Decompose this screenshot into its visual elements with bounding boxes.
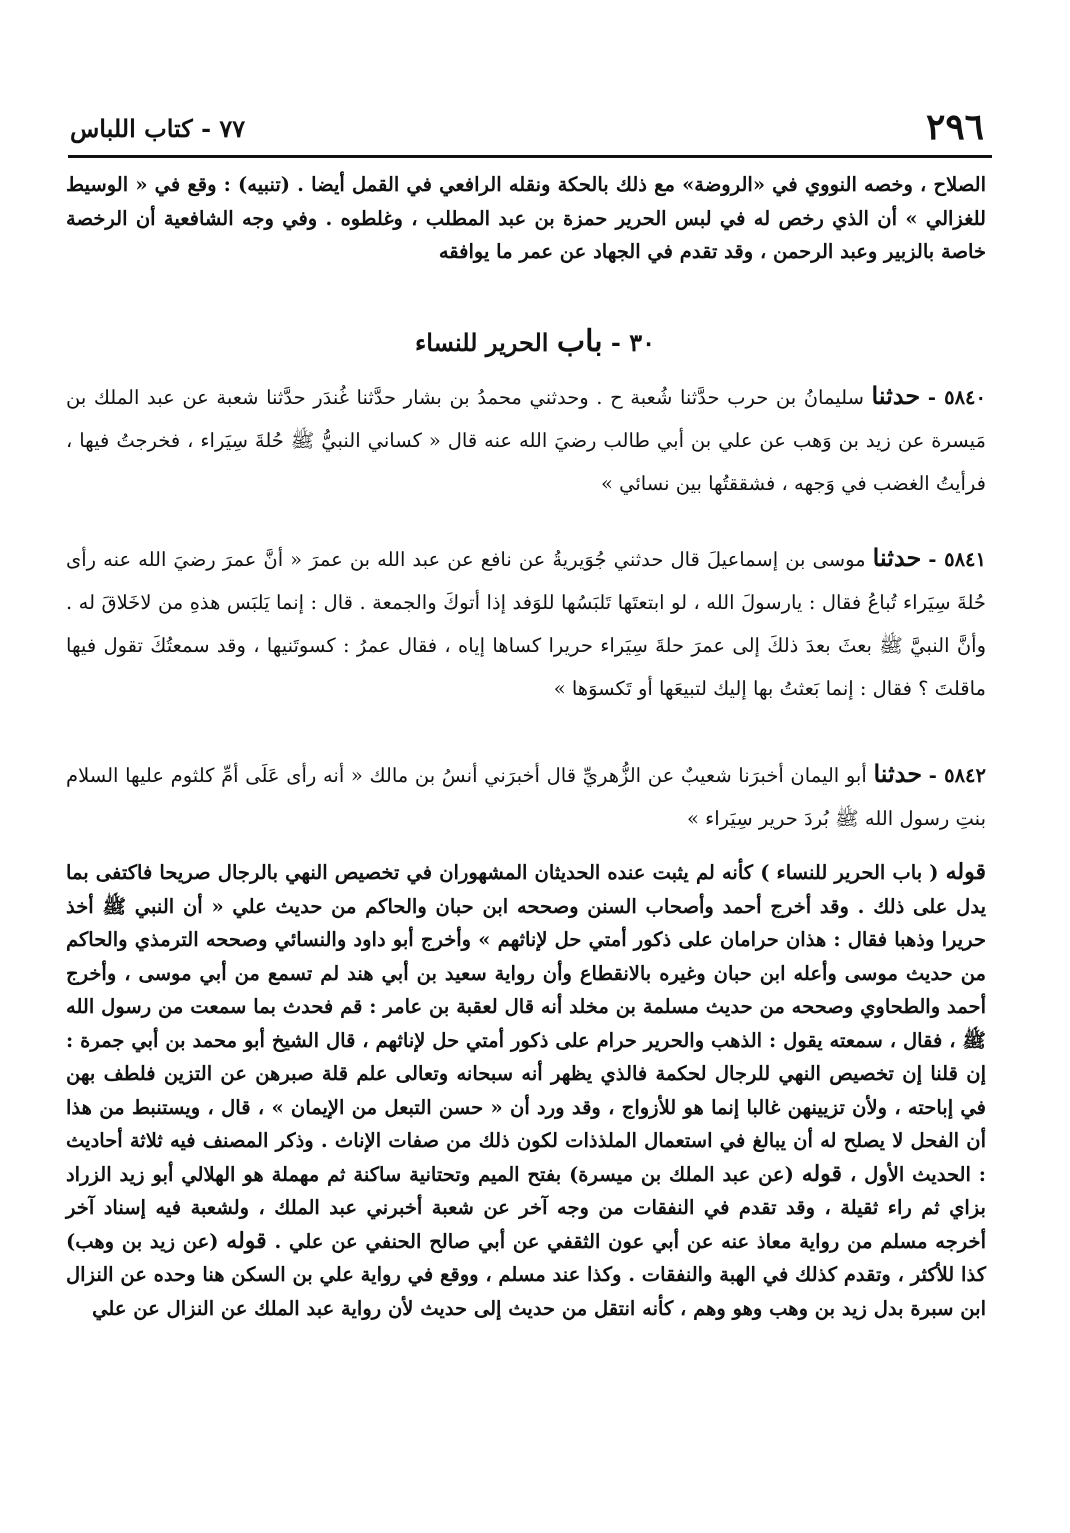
qawluhu-marker: قوله (226, 1227, 267, 1254)
hadith-5842 (66, 752, 986, 840)
hadith-text: سليمانُ بن حرب حدَّثنا شُعبة ح . وحدثني محمدُ بن بشار حدَّثنا غُندَر حدَّثنا شعبة عن عبد الملك بن مَيسرة عن زيد بن وَهب عن علي بن أبي طالب رضيَ الله عنه قال « كساني النبيُّ ﷺ حُلةَ سِيَراء ، فخرجتُ فيها ، فرأيتُ الغضب في وَجهه ، فشققتُها بين نسائي » (66, 386, 986, 495)
commentary-text: ( باب الحرير للنساء ) كأنه لم يثبت عنده الحديثان المشهوران في تخصيص النهي بالرجال صريحا فاكتفى بما يدل على ذلك . وقد أخرج أحمد وأصحاب السنن وصححه ابن حبان والحاكم من حديث علي « أن النبي ﷺ أخذ حريرا وذهبا فقال : هذان حرامان على ذكور أمتي حل لإناثهم » وأخرج أبو داود والنسائي وصححه الترمذي والحاكم من حديث موسى وأعله ابن حبان وغيره بالانقطاع وأن رواية سعيد بن أبي هند لم تسمع من أبي موسى ، وأخرج أحمد والطحاوي وصححه من حديث مسلمة بن مخلد أنه قال لعقبة بن عامر : قم فحدث بما سمعت من رسول الله ﷺ ، فقال ، سمعته يقول : الذهب والحرير حرام على ذكور أمتي حل لإناثهم ، قال الشيخ أبو محمد بن أبي جمرة : إن قلنا إن تخصيص النهي للرجال لحكمة فالذي يظهر أنه سبحانه وتعالى علم قلة صبرهن عن التزين فلطف بهن في إباحته ، ولأن تزيينهن غالبا إنما هو للأزواج ، وقد ورد أن « حسن التبعل من الإيمان » ، قال ، ويستنبط من هذا أن الفحل لا يصلح له أن يبالغ في استعمال الملذذات لكون ذلك من صفات الإناث . وذكر المصنف فيه ثلاثة أحاديث : الحديث الأول ، (66, 861, 986, 1186)
hadith-number: ٥٨٤٠ - (927, 386, 986, 409)
qawluhu-marker: قوله (801, 1160, 843, 1187)
hadith-5841 (66, 536, 986, 710)
commentary-body (66, 856, 986, 1325)
hadith-5840 (66, 374, 986, 505)
hadith-number: ٥٨٤٢ - (928, 764, 987, 787)
hadith-keyword: حدثنا (871, 381, 921, 410)
chapter-title: الحرير للنساء (414, 328, 549, 357)
hadith-number: ٥٨٤١ - (928, 548, 987, 571)
chapter-bab-word: باب (556, 324, 603, 359)
hadith-keyword: حدثنا (872, 543, 922, 572)
hadith-text: أبو اليمان أخبرَنا شعيبٌ عن الزُّهريِّ قال أخبرَني أنسُ بن مالك « أنه رأى عَلَى أمِّ كلثوم عليها السلام بنتِ رسول الله ﷺ بُردَ حرير سِيَراء » (66, 764, 986, 830)
page-header (70, 108, 990, 148)
running-title: ٧٧ - كتاب اللباس (70, 114, 246, 143)
chapter-heading (0, 324, 1070, 359)
qawluhu-marker: قوله (945, 859, 986, 885)
page-number: ٢٩٦ (925, 106, 984, 148)
commentary-text: (عن عبد الملك بن ميسرة) بفتح الميم وتحتانية ساكنة ثم مهملة هو الهلالي أبو زيد الزراد بزاي ثم راء ثقيلة ، وقد تقدم في النفقات من وجه آخر عن شعبة أخبرني عبد الملك ، ولشعبة فيه إسناد آخر أخرجه مسلم من رواية معاذ عنه عن أبي عون الثقفي عن أبي صالح الحنفي عن علي . (66, 1162, 986, 1253)
commentary-text: (عن زيد بن وهب) كذا للأكثر ، وتقدم كذلك في الهبة والنفقات . وكذا عند مسلم ، ووقع في رواية علي بن السكن هنا وحده عن النزال ابن سبرة بدل زيد بن وهب وهو وهم ، كأنه انتقل من حديث إلى حديث لأن رواية عبد الملك عن النزال عن علي (66, 1229, 986, 1320)
hadith-text: موسى بن إسماعيلَ قال حدثني جُوَيريةُ عن نافع عن عبد الله بن عمرَ « أنَّ عمرَ رضيَ الله عنه رأى حُلةَ سِيَراء تُباعُ فقال : يارسولَ الله ، لو ابتعتَها تَلبَسُها للوَفد إذا أتوكَ والجمعة . قال : إنما يَلبَس هذهِ من لاخَلاقَ له . وأنَّ النبيَّ ﷺ بعثَ بعدَ ذلكَ إلى عمرَ حلةَ سِيَراء حريرا كساها إياه ، فقال عمرُ : كسوتَنيها ، وقد سمعتُكَ تقول فيها ماقلتَ ؟ فقال : إنما بَعثتُ بها إليك لتبيعَها أو تَكسوَها » (66, 548, 986, 700)
header-divider (68, 155, 992, 158)
commentary-continuation: الصلاح ، وخصه النووي في «الروضة» مع ذلك بالحكة ونقله الرافعي في القمل أيضا . (تنبيه) : وقع في « الوسيط للغزالي » أن الذي رخص له في لبس الحرير حمزة بن عبد المطلب ، وغلطوه . وفي وجه الشافعية أن الرخصة خاصة بالزبير وعبد الرحمن ، وقد تقدم في الجهاد عن عمر ما يوافقه (66, 173, 986, 263)
chapter-number: ٣٠ - (610, 328, 656, 357)
hadith-keyword: حدثنا (873, 759, 923, 788)
